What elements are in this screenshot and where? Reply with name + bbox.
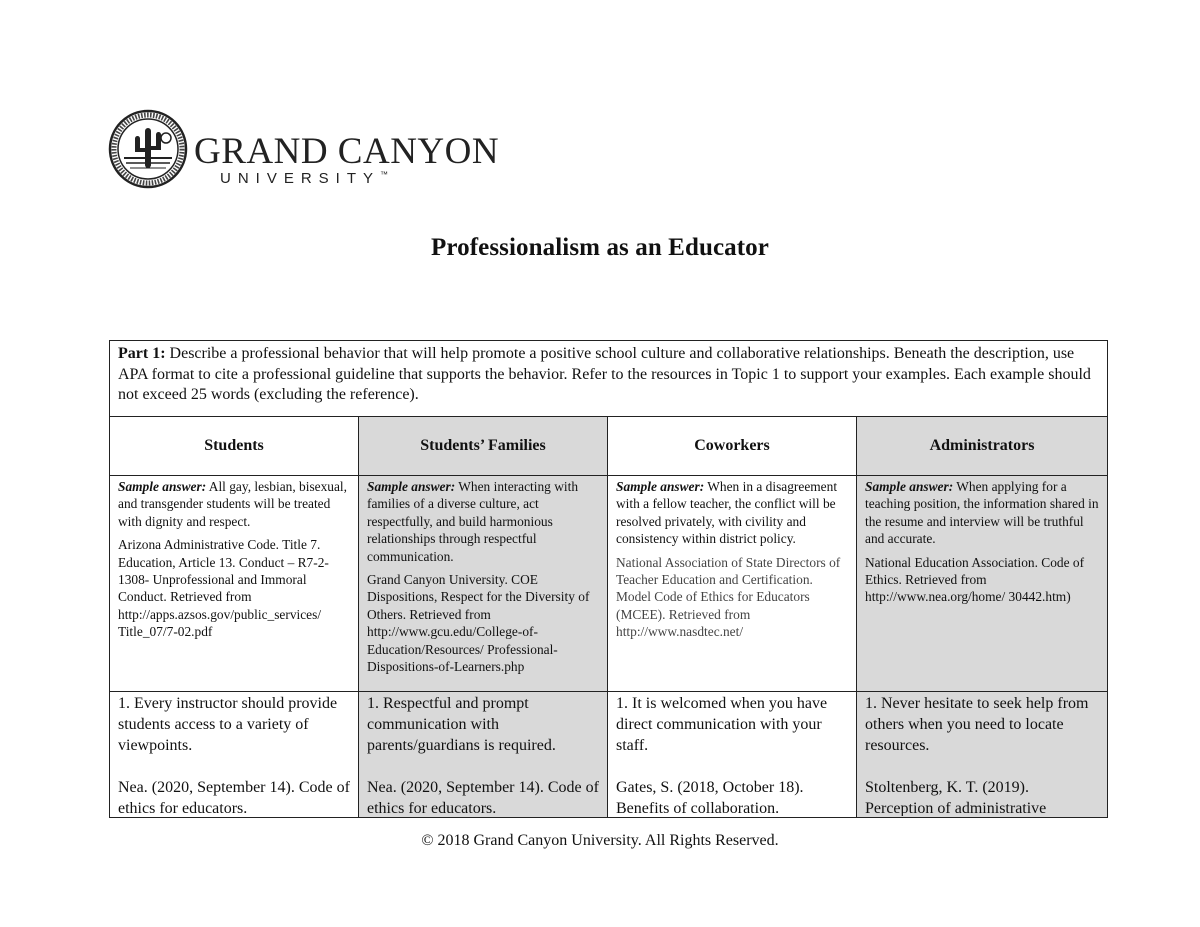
sample-cell-coworkers <box>608 476 857 692</box>
sample-label: Sample answer: <box>616 479 705 494</box>
answer-citation: Gates, S. (2018, October 18). Benefits of collaboration. <box>616 779 804 816</box>
header-row <box>110 417 1108 476</box>
sample-text: When applying for a teaching position, the information shared in the resume and interview will be truthful and accurate. <box>865 479 1099 547</box>
instructions-label: Part 1: <box>118 345 166 362</box>
sample-reference: Grand Canyon University. COE Dispositions, Respect for the Diversity of Others. Retrieved from http://www.gcu.edu/College-of-Education/Resources/ Professional-Dispositions-of-Learners.php <box>367 572 590 675</box>
header-students-families: Students’ Families <box>359 417 608 476</box>
page-title: Professionalism as an Educator <box>431 234 769 261</box>
answer-text: 1. It is welcomed when you have direct communication with your staff. <box>616 695 828 754</box>
answer-cell-coworkers[interactable] <box>608 692 857 818</box>
answer-text: 1. Every instructor should provide students access to a variety of viewpoints. <box>118 695 338 754</box>
gcu-logo <box>108 106 500 192</box>
sample-label: Sample answer: <box>865 479 954 494</box>
logo-wordmark-top: GRAND CANYON <box>194 131 500 172</box>
header-students: Students <box>110 417 359 476</box>
sample-reference: Arizona Administrative Code. Title 7. Education, Article 13. Conduct – R7-2-1308- Unprofessional and Immoral Conduct. Retrieved from http://apps.azsos.gov/public_services/ Title_07/7-02.pdf <box>118 537 329 640</box>
answer-text: 1. Respectful and prompt communication with parents/guardians is required. <box>367 695 556 754</box>
header-administrators: Administrators <box>857 417 1108 476</box>
sample-text: All gay, lesbian, bisexual, and transgender students will be treated with dignity and respect. <box>118 479 347 529</box>
answer-citation: Nea. (2020, September 14). Code of ethics for educators. <box>367 779 599 816</box>
answer-cell-students[interactable] <box>110 692 359 818</box>
sample-reference: National Association of State Directors of Teacher Education and Certification. Model Code of Ethics for Educators (MCEE). Retrieved from http://www.nasdtec.net/ <box>616 554 841 640</box>
copyright-footer: © 2018 Grand Canyon University. All Rights Reserved. <box>421 832 779 849</box>
sample-cell-students <box>110 476 359 692</box>
sample-text: When interacting with families of a diverse culture, act respectfully, and build harmonious relationships through respectful communication. <box>367 479 579 564</box>
sample-text: When in a disagreement with a fellow teacher, the conflict will be resolved privately, with civility and consistency within district policy. <box>616 479 838 547</box>
professionalism-table <box>109 340 1108 818</box>
answer-citation: Nea. (2020, September 14). Code of ethics for educators. <box>118 779 350 816</box>
instructions-cell <box>110 341 1108 417</box>
sample-cell-administrators <box>857 476 1108 692</box>
instructions-row <box>110 341 1108 417</box>
answer-cell-students-families[interactable] <box>359 692 608 818</box>
answer-cell-administrators[interactable] <box>857 692 1108 818</box>
sample-label: Sample answer: <box>367 479 456 494</box>
instructions-text: Describe a professional behavior that will help promote a positive school culture and collaborative relationships. Beneath the description, use APA format to cite a professional guideline that supports the behavior. Refer to the resources in Topic 1 to support your examples. Each example should not exceed 25 words (excluding the reference). <box>118 345 1091 403</box>
answer-row <box>110 692 1108 818</box>
sample-reference: National Education Association. Code of Ethics. Retrieved from http://www.nea.org/home/ 30442.htm) <box>865 554 1085 605</box>
logo-trademark: ™ <box>380 170 389 179</box>
sample-cell-students-families <box>359 476 608 692</box>
logo-wordmark-bottom: UNIVERSITY <box>220 170 381 187</box>
header-coworkers: Coworkers <box>608 417 857 476</box>
answer-text: 1. Never hesitate to seek help from others when you need to locate resources. <box>865 695 1089 754</box>
sample-row <box>110 476 1108 692</box>
answer-citation: Stoltenberg, K. T. (2019). Perception of administrative <box>865 779 1047 816</box>
sample-label: Sample answer: <box>118 479 207 494</box>
